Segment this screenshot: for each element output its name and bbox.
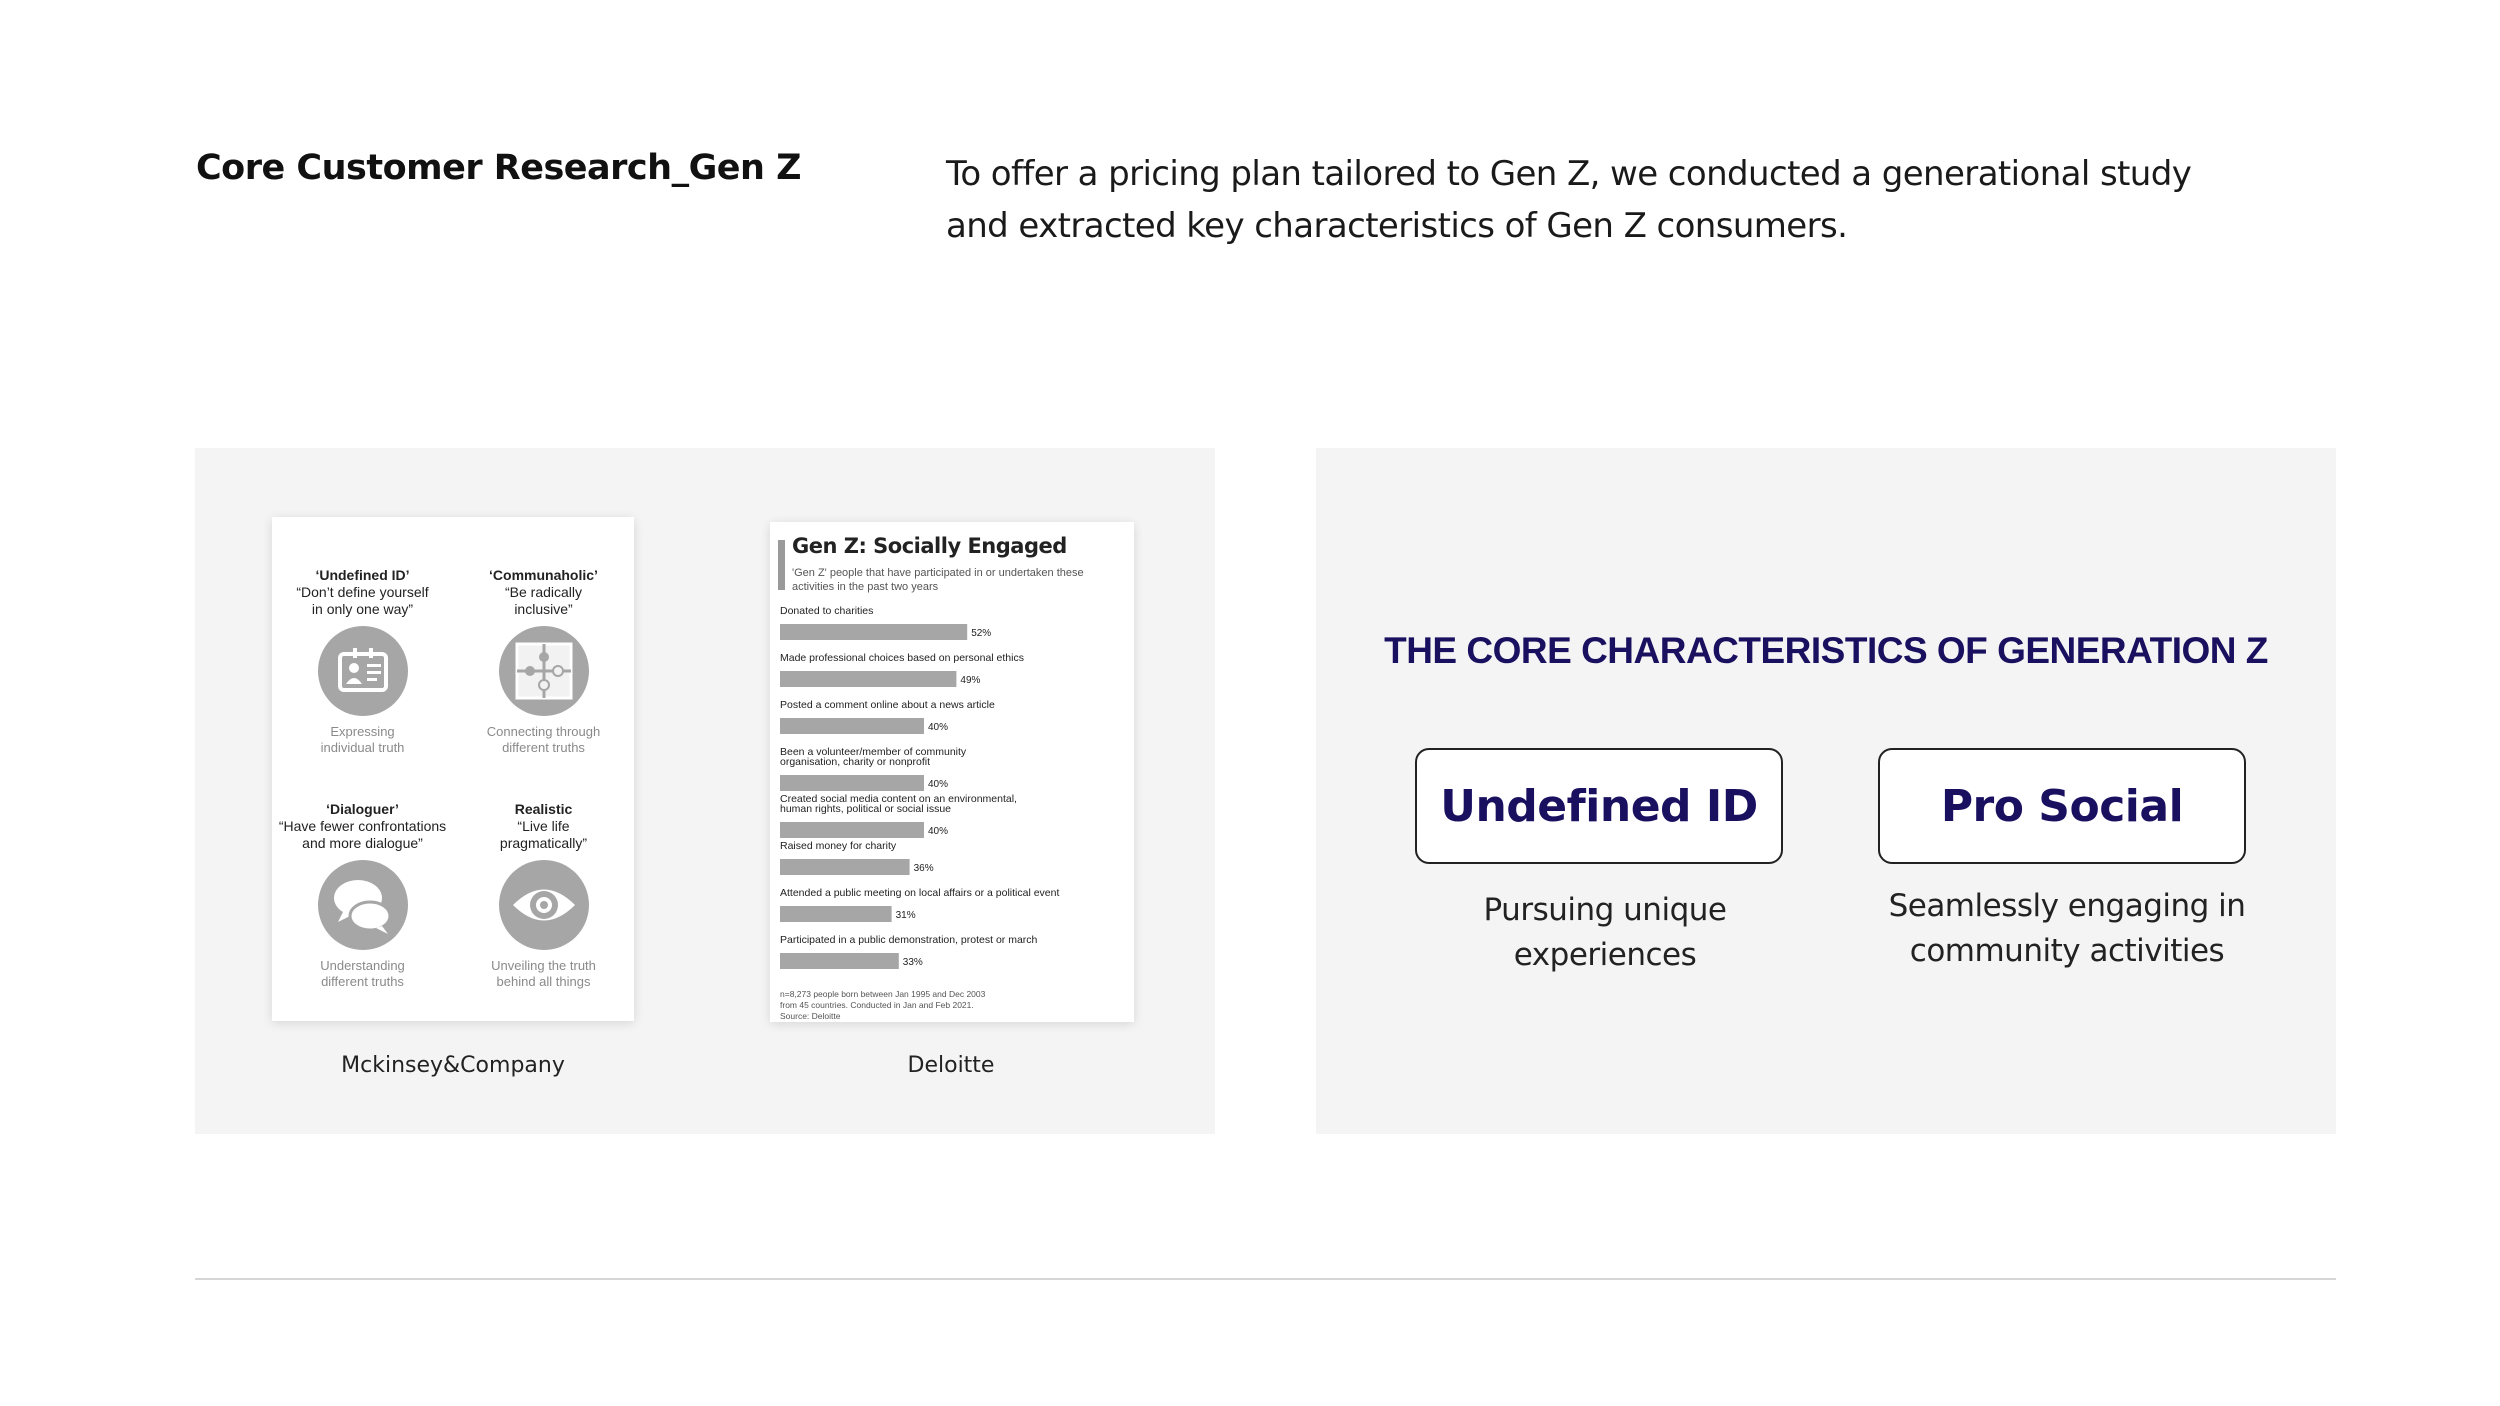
bar-category-label: Donated to charities [780,605,874,617]
bar [780,624,967,640]
quadrant-caption: Unveiling the truth behind all things [491,958,596,989]
title-accent-bar [778,540,785,590]
bar [780,906,892,922]
quadrant-title: ‘Communaholic’ [489,567,598,583]
quadrant-realistic [453,801,634,1041]
bar-category-label: Been a volunteer/member of community [780,746,967,758]
bar [780,775,924,791]
chat-bubbles-icon [318,860,408,950]
bar [780,859,910,875]
quadrant-title: Realistic [514,801,573,817]
trait-desc-line: Seamlessly engaging in [1888,888,2246,924]
quadrant-quote: “Don’t define yourself in only one way” [296,584,429,617]
bar-category-label: Raised money for charity [780,840,897,852]
description-line: To offer a pricing plan tailored to Gen Z, we conducted a generational study [946,154,2192,194]
trait-desc-line: community activities [1909,933,2225,969]
trait-pro-social: Pro Social [1878,748,2246,864]
page-description [946,148,2246,252]
mckinsey-source-label: Mckinsey&Company [341,1053,565,1078]
quadrant-dialoguer [272,801,453,1041]
deloitte-footnote: n=8,273 people born between Jan 1995 and Dec 2003 from 45 countries. Conducted in Jan and Feb 2021. Source: Deloitte [780,989,986,1021]
trait-undefined-id-desc [1395,888,1815,978]
deloitte-subtitle: 'Gen Z' people that have participated in or undertaken these activities in the past two years [792,567,1084,593]
bar-category-label: organisation, charity or nonprofit [780,756,930,768]
bar [780,953,899,969]
bar-category-label: Made professional choices based on personal ethics [780,652,1024,664]
bar-category-label: Attended a public meeting on local affairs or a political event [780,887,1060,899]
research-sources-panel [195,448,1215,1134]
deloitte-title: Gen Z: Socially Engaged [792,534,1067,558]
description-line: and extracted key characteristics of Gen Z consumers. [946,206,1848,246]
page-title: Core Customer Research_Gen Z [196,148,802,188]
quadrant-undefined-id [272,567,453,807]
eye-icon [499,860,589,950]
bar-value-label: 31% [895,910,916,921]
trait-undefined-id: Undefined ID [1415,748,1783,864]
bar-value-label: 36% [913,863,934,874]
trait-pro-social-desc [1857,884,2277,974]
bar-value-label: 40% [928,722,949,733]
quadrant-quote: “Live life pragmatically” [499,818,588,851]
bar-category-label: Posted a comment online about a news article [780,699,995,711]
quadrant-caption: Connecting through different truths [486,724,601,755]
bar-value-label: 40% [928,826,949,837]
mckinsey-card [272,517,634,1021]
core-characteristics-heading: THE CORE CHARACTERISTICS OF GENERATION Z [1384,630,2268,671]
bar-value-label: 52% [971,628,992,639]
bar-category-label: Created social media content on an environmental, [780,793,1017,805]
quadrant-communaholic [453,567,634,807]
bar-value-label: 49% [960,675,981,686]
bar [780,671,956,687]
bar-value-label: 40% [928,779,949,790]
quadrant-quote: “Have fewer confrontations and more dialogue” [278,818,447,851]
bar-category-label: Participated in a public demonstration, protest or march [780,934,1038,946]
deloitte-card [770,522,1134,1022]
footer-divider [195,1278,2336,1280]
quadrant-caption: Understanding different truths [320,958,405,989]
puzzle-icon [499,626,589,716]
bar [780,718,924,734]
quadrant-caption: Expressing individual truth [320,724,405,755]
quadrant-title: ‘Dialoguer’ [326,801,399,817]
bar-category-label: human rights, political or social issue [780,803,951,815]
bar [780,822,924,838]
bar-value-label: 33% [902,957,923,968]
quadrant-title: ‘Undefined ID’ [315,567,410,583]
socially-engaged-bar-chart [780,604,1120,984]
trait-desc-line: Pursuing unique experiences [1483,892,1727,973]
id-card-icon [318,626,408,716]
core-characteristics-panel [1316,448,2336,1134]
deloitte-source-label: Deloitte [907,1053,995,1078]
quadrant-quote: “Be radically inclusive” [504,584,583,617]
